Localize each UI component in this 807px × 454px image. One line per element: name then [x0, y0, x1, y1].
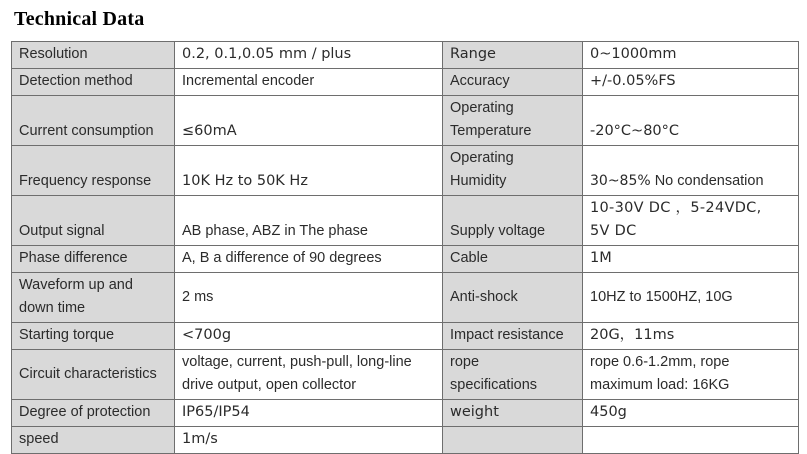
table-row: [12, 246, 799, 273]
spec-value: ≤60mA: [175, 96, 443, 146]
spec-label: Anti-shock: [443, 273, 583, 323]
table-row: [12, 273, 799, 323]
spec-label: Operating Temperature: [443, 96, 583, 146]
spec-value: -20°C~80°C: [583, 96, 799, 146]
spec-label: Operating Humidity: [443, 146, 583, 196]
spec-label: Output signal: [12, 196, 175, 246]
spec-value: 30~85% No condensation: [583, 146, 799, 196]
spec-value: 1m/s: [175, 427, 443, 454]
spec-label: Frequency response: [12, 146, 175, 196]
spec-value: 1M: [583, 246, 799, 273]
spec-value: 10HZ to 1500HZ, 10G: [583, 273, 799, 323]
table-row: [12, 196, 799, 246]
spec-value: 10K Hz to 50K Hz: [175, 146, 443, 196]
spec-label: speed: [12, 427, 175, 454]
spec-value: <700g: [175, 323, 443, 350]
spec-value: 0.2, 0.1,0.05 mm / plus: [175, 42, 443, 69]
spec-label: weight: [443, 400, 583, 427]
spec-label: Range: [443, 42, 583, 69]
spec-value: 2 ms: [175, 273, 443, 323]
table-row: [12, 400, 799, 427]
spec-label: rope specifications: [443, 350, 583, 400]
table-row: [12, 323, 799, 350]
spec-value: voltage, current, push-pull, long-line drive output, open collector: [175, 350, 443, 400]
table-row: [12, 42, 799, 69]
spec-value: AB phase, ABZ in The phase: [175, 196, 443, 246]
spec-value: Incremental encoder: [175, 69, 443, 96]
table-row: [12, 96, 799, 146]
spec-value: 10-30V DC ，5-24VDC, 5V DC: [583, 196, 799, 246]
spec-value: 20G，11ms: [583, 323, 799, 350]
table-row: [12, 350, 799, 400]
spec-value: 450g: [583, 400, 799, 427]
spec-value: A, B a difference of 90 degrees: [175, 246, 443, 273]
spec-label: Current consumption: [12, 96, 175, 146]
page-title: Technical Data: [14, 8, 145, 30]
spec-label: Resolution: [12, 42, 175, 69]
spec-label: [443, 427, 583, 454]
spec-label: Starting torque: [12, 323, 175, 350]
technical-data-table: [11, 41, 799, 454]
spec-value: 0~1000mm: [583, 42, 799, 69]
table-row: [12, 69, 799, 96]
table-row: [12, 427, 799, 454]
spec-label: Accuracy: [443, 69, 583, 96]
spec-value: IP65/IP54: [175, 400, 443, 427]
spec-label: Degree of protection: [12, 400, 175, 427]
spec-value: rope 0.6-1.2mm, rope maximum load: 16KG: [583, 350, 799, 400]
spec-label: Detection method: [12, 69, 175, 96]
spec-label: Waveform up and down time: [12, 273, 175, 323]
spec-value: [583, 427, 799, 454]
spec-label: Cable: [443, 246, 583, 273]
table-row: [12, 146, 799, 196]
spec-label: Circuit characteristics: [12, 350, 175, 400]
spec-label: Impact resistance: [443, 323, 583, 350]
spec-value: +/-0.05%FS: [583, 69, 799, 96]
spec-label: Supply voltage: [443, 196, 583, 246]
spec-label: Phase difference: [12, 246, 175, 273]
